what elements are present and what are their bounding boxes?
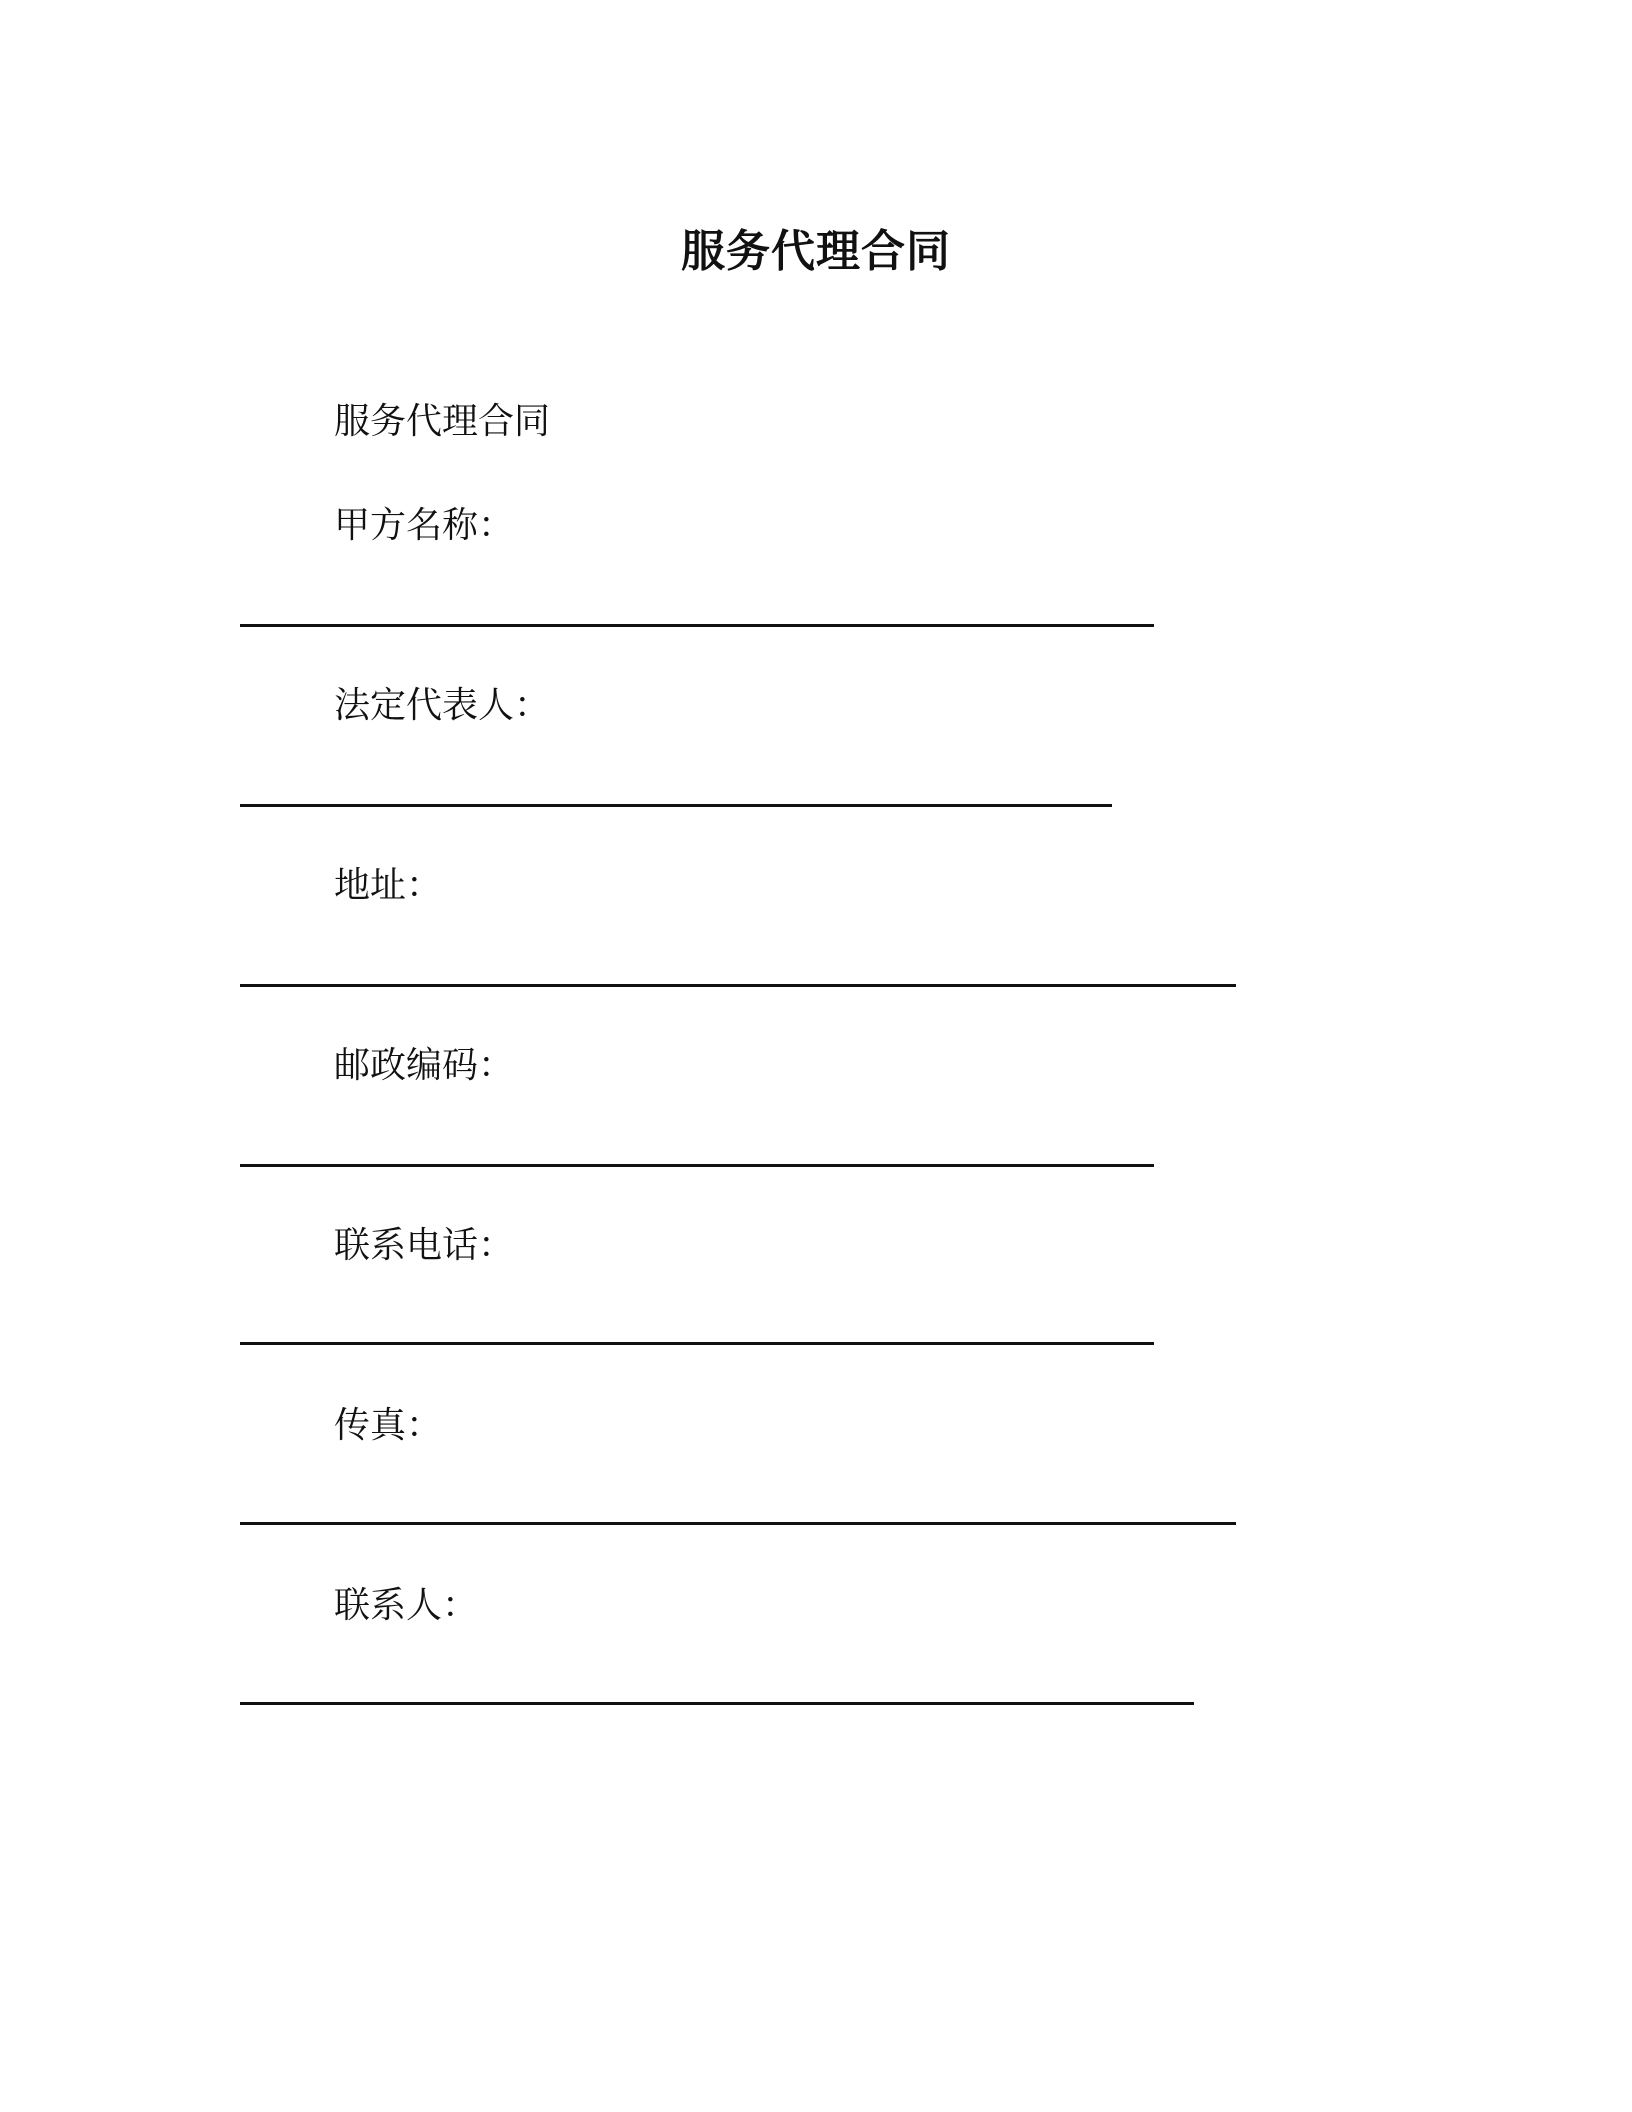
fill-in-line-legal-representative: [240, 804, 1112, 807]
field-label-contact-person: 联系人：: [334, 1585, 479, 1626]
field-label-phone: 联系电话：: [334, 1225, 515, 1266]
fill-in-line-party-a-name: [240, 624, 1154, 627]
field-label-legal-representative: 法定代表人：: [334, 685, 551, 726]
document-title: 服务代理合同: [681, 226, 951, 277]
field-label-postal-code: 邮政编码：: [334, 1045, 515, 1086]
fill-in-line-fax: [240, 1522, 1236, 1525]
fill-in-line-phone: [240, 1342, 1154, 1345]
contract-heading: 服务代理合同: [334, 401, 551, 442]
fill-in-line-postal-code: [240, 1164, 1154, 1167]
fill-in-line-contact-person: [240, 1702, 1194, 1705]
fill-in-line-address: [240, 984, 1236, 987]
field-label-address: 地址：: [334, 865, 443, 906]
field-label-fax: 传真：: [334, 1405, 443, 1446]
field-label-party-a-name: 甲方名称：: [334, 505, 515, 546]
